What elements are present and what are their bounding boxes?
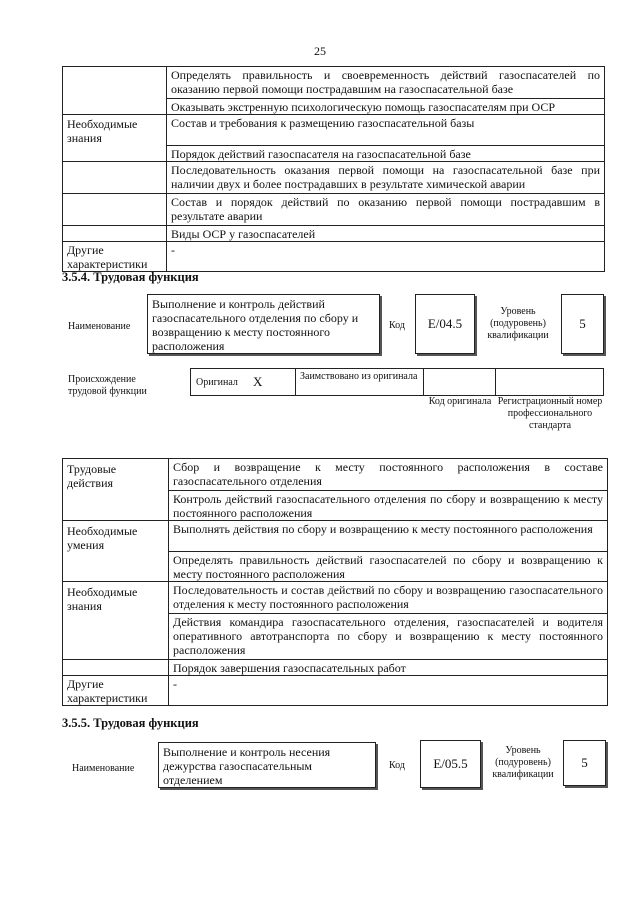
table-cell: Виды ОСР у газоспасателей — [167, 225, 605, 241]
table-cell: Состав и требования к размещению газоспасательной базы — [167, 115, 605, 146]
row-label: Необходимые знания — [63, 582, 169, 614]
labor-actions-table — [62, 458, 608, 706]
knowledge-table-top — [62, 66, 605, 272]
table-cell: Определять правильность действий газоспасателей по сбору и возвращению к месту постоянного расположения — [169, 552, 608, 582]
original-label: Оригинал — [196, 377, 238, 388]
table-row — [63, 490, 608, 520]
level-box: 5 — [561, 294, 604, 354]
row-label: Необходимые умения — [63, 520, 169, 552]
table-row — [63, 582, 608, 614]
table-cell: Оказывать экстренную психологическую помощь газоспасателям при ОСР — [167, 99, 605, 115]
original-cell — [190, 368, 295, 396]
function-name-box: Выполнение и контроль действий газоспасательного отделения по сбору и возвращению к месту постоянного расположения — [147, 294, 380, 354]
name-label-355: Наименование — [72, 763, 135, 774]
level-label-355: Уровень (подуровень) квалификации — [492, 745, 554, 780]
table-row — [63, 552, 608, 582]
row-label: Другие характеристики — [63, 241, 167, 271]
table-cell: Последовательность и состав действий по сбору и возвращению газоспасательного отделения к месту постоянного расположения — [169, 582, 608, 614]
table-row — [63, 241, 605, 271]
code-box-355: E/05.5 — [420, 740, 481, 788]
level-box-355: 5 — [563, 740, 606, 786]
code-original-cell — [424, 368, 496, 396]
table-row — [63, 659, 608, 675]
level-label: Уровень (подуровень) квалификации — [487, 306, 549, 341]
table-cell: Состав и порядок действий по оказанию первой помощи пострадавшим в результате аварии — [167, 193, 605, 225]
reg-number-label: Регистрационный номер профессионального стандарта — [497, 396, 603, 431]
table-row — [63, 459, 608, 491]
table-row — [63, 613, 608, 659]
table-row — [63, 67, 605, 99]
row-label — [63, 67, 167, 99]
table-row — [63, 99, 605, 115]
origin-label: Происхождение трудовой функции — [68, 374, 147, 397]
page-number: 25 — [314, 44, 326, 58]
name-label: Наименование — [68, 321, 131, 332]
table-cell: Действия командира газоспасательного отделения, газоспасателей и водителя оперативного автотранспорта по сбору и возвращению к месту постоянного расположения — [169, 613, 608, 659]
function-name-box-355: Выполнение и контроль несения дежурства газоспасательным отделением — [158, 742, 376, 788]
code-box: E/04.5 — [415, 294, 475, 354]
table-cell: Порядок действий газоспасателя на газоспасательной базе — [167, 145, 605, 161]
table-row — [63, 225, 605, 241]
table-cell: Сбор и возвращение к месту постоянного расположения в составе газоспасательного отделения — [169, 459, 608, 491]
row-label: Другие характеристики — [63, 675, 169, 705]
table-cell: Определять правильность и своевременность действий газоспасателей по оказанию первой помощи пострадавшим на газоспасательной базе — [167, 67, 605, 99]
code-label-355: Код — [389, 760, 405, 771]
borrowed-cell: Заимствовано из оригинала — [295, 368, 424, 396]
code-original-label: Код оригинала — [428, 396, 492, 407]
table-cell: Последовательность оказания первой помощи на газоспасательной базе при наличии двух и более пострадавших в результате химической аварии — [167, 161, 605, 193]
table-cell: - — [169, 675, 608, 705]
table-row — [63, 520, 608, 552]
code-label: Код — [389, 320, 405, 331]
section-heading-355: 3.5.5. Трудовая функция — [62, 716, 199, 730]
table-cell: Порядок завершения газоспасательных работ — [169, 659, 608, 675]
table-cell: Контроль действий газоспасательного отделения по сбору и возвращению к месту постоянного расположения — [169, 490, 608, 520]
section-heading-354: 3.5.4. Трудовая функция — [62, 270, 199, 284]
table-cell: - — [167, 241, 605, 271]
table-row — [63, 145, 605, 161]
table-row — [63, 115, 605, 146]
row-label: Трудовые действия — [63, 459, 169, 491]
table-row — [63, 675, 608, 705]
table-row — [63, 193, 605, 225]
reg-number-cell — [496, 368, 604, 396]
table-row — [63, 161, 605, 193]
row-label: Необходимые знания — [63, 115, 167, 146]
original-mark: X — [253, 374, 263, 389]
table-cell: Выполнять действия по сбору и возвращению к месту постоянного расположения — [169, 520, 608, 552]
